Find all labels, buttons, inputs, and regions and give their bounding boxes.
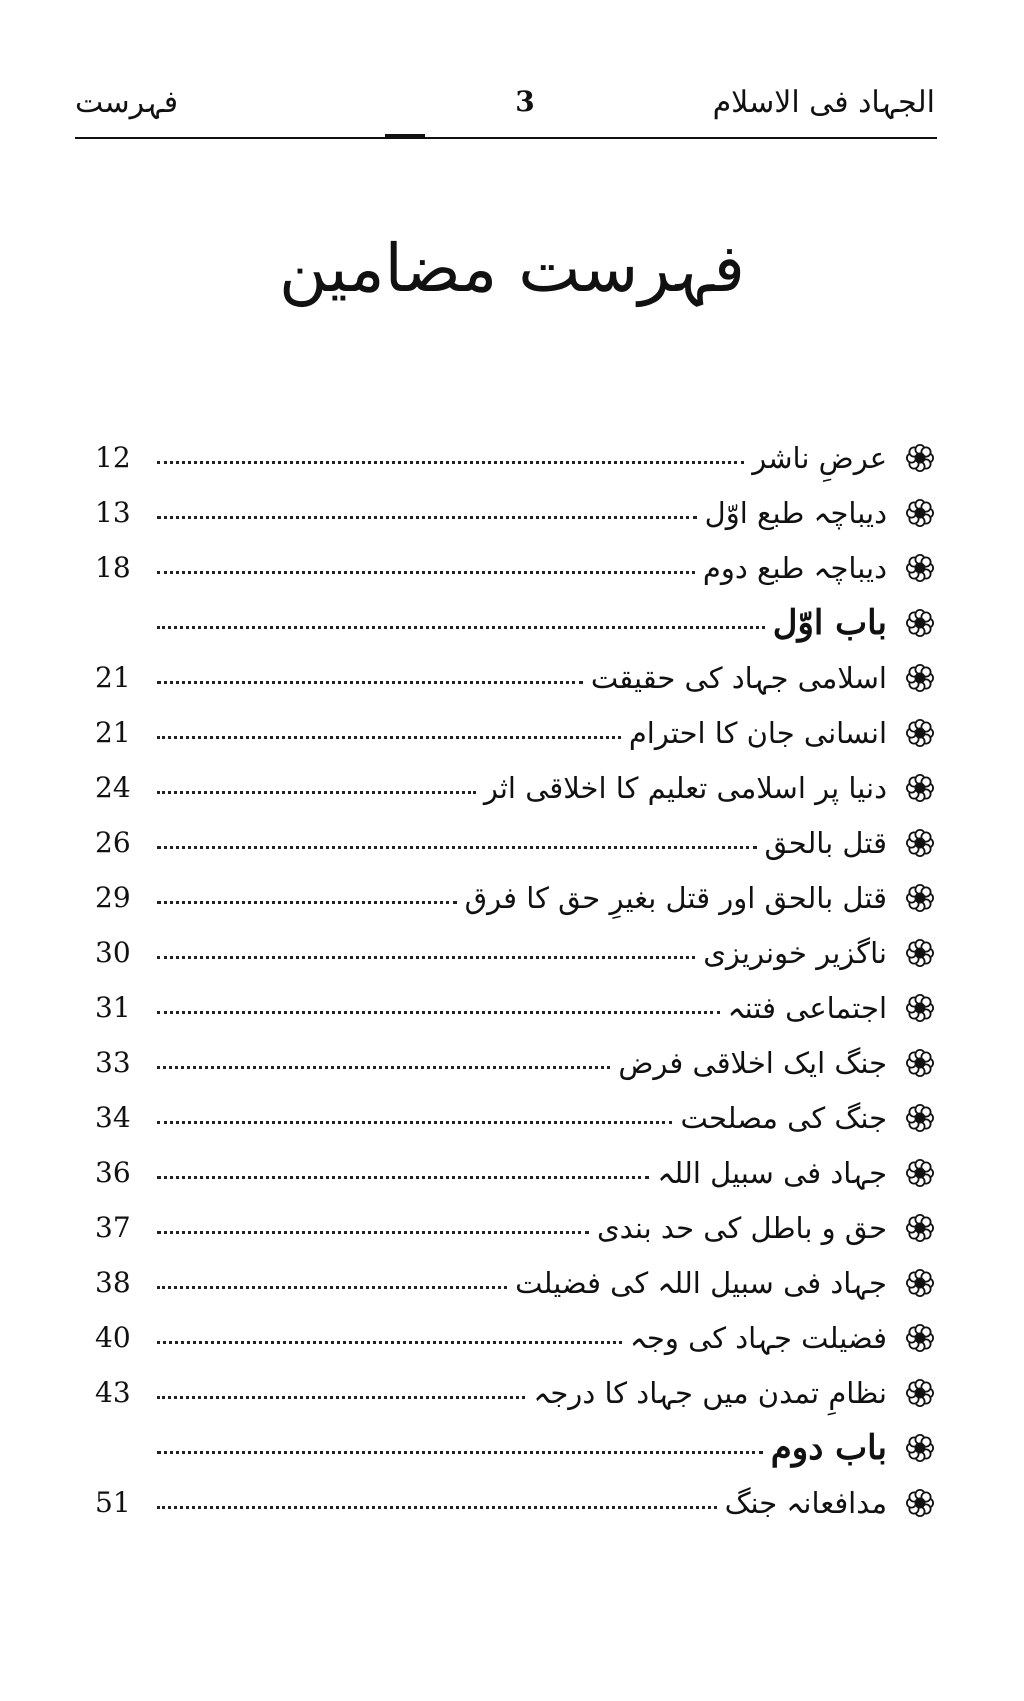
flower-bullet-icon [905, 718, 935, 748]
toc-title: دیباچہ طبع دوم [702, 550, 887, 585]
toc-entry-row [95, 1145, 935, 1200]
flower-bullet-icon [905, 608, 935, 638]
flower-bullet-icon [905, 938, 935, 968]
toc-page-number: 29 [95, 881, 131, 914]
toc-page-number: 31 [95, 991, 131, 1024]
toc-page-number: 12 [95, 441, 131, 474]
toc-dot-leader [157, 681, 583, 684]
flower-bullet-icon [905, 1103, 935, 1133]
toc-dot-leader [157, 1176, 649, 1179]
toc-dot-leader [157, 516, 697, 519]
flower-bullet-icon [905, 1268, 935, 1298]
toc-dot-leader [157, 1066, 610, 1069]
toc-page-number: 21 [95, 661, 131, 694]
toc-title: دنیا پر اسلامی تعلیم کا اخلاقی اثر [483, 770, 887, 805]
toc-title: جہاد فی سبیل اللہ [657, 1155, 887, 1190]
flower-bullet-icon [905, 828, 935, 858]
toc-entry-row [95, 705, 935, 760]
toc-dot-leader [157, 571, 695, 574]
toc-dot-leader [157, 1506, 717, 1509]
toc-page-number: 24 [95, 771, 131, 804]
toc-entry-row [95, 1090, 935, 1145]
toc-entry-row [95, 815, 935, 870]
toc-title: جنگ ایک اخلاقی فرض [618, 1045, 887, 1080]
toc-title: باب دوم [770, 1427, 887, 1468]
toc-page-number: 13 [95, 496, 131, 529]
toc-page-number: 43 [95, 1376, 131, 1409]
header-rule [75, 137, 937, 139]
toc-entry-row [95, 1310, 935, 1365]
toc-entry-row [95, 1365, 935, 1420]
toc-page-number: 18 [95, 551, 131, 584]
toc-chapter-row [95, 1420, 935, 1475]
toc-entry-row [95, 1035, 935, 1090]
toc-entry-row [95, 925, 935, 980]
toc-dot-leader [157, 956, 695, 959]
toc-entry-row [95, 1475, 935, 1530]
toc-entry-row [95, 540, 935, 595]
toc-page-number: 21 [95, 716, 131, 749]
toc-title: حق و باطل کی حد بندی [596, 1210, 887, 1245]
toc-entry-row [95, 1255, 935, 1310]
toc-page-number: 36 [95, 1156, 131, 1189]
flower-bullet-icon [905, 1323, 935, 1353]
flower-bullet-icon [905, 1048, 935, 1078]
toc-entry-row [95, 870, 935, 925]
flower-bullet-icon [905, 553, 935, 583]
toc-entry-row [95, 485, 935, 540]
running-header [75, 85, 935, 135]
toc-page-number: 38 [95, 1266, 131, 1299]
header-rule-accent [385, 134, 425, 138]
toc-dot-leader [157, 1011, 720, 1014]
flower-bullet-icon [905, 1378, 935, 1408]
toc-entry-row [95, 760, 935, 815]
header-page-number: 3 [515, 85, 535, 118]
flower-bullet-icon [905, 498, 935, 528]
toc-dot-leader [157, 461, 744, 464]
toc-title: قتل بالحق [764, 825, 887, 860]
toc-dot-leader [157, 1341, 622, 1344]
toc-title: جہاد فی سبیل اللہ کی فضیلت [515, 1265, 887, 1300]
toc-title: ناگزیر خونریزی [703, 935, 887, 970]
toc-dot-leader [157, 1286, 507, 1289]
flower-bullet-icon [905, 1488, 935, 1518]
flower-bullet-icon [905, 443, 935, 473]
toc-page-number: 33 [95, 1046, 131, 1079]
table-of-contents [95, 430, 935, 1530]
toc-dot-leader [157, 736, 621, 739]
toc-dot-leader [157, 1231, 589, 1234]
flower-bullet-icon [905, 993, 935, 1023]
toc-title: مدافعانہ جنگ [724, 1485, 887, 1520]
flower-bullet-icon [905, 773, 935, 803]
toc-dot-leader [157, 1121, 672, 1124]
toc-page-number: 34 [95, 1101, 131, 1134]
flower-bullet-icon [905, 663, 935, 693]
toc-entry-row [95, 980, 935, 1035]
toc-dot-leader [157, 626, 765, 629]
toc-title: اجتماعی فتنہ [727, 990, 887, 1025]
toc-entry-row [95, 1200, 935, 1255]
flower-bullet-icon [905, 1158, 935, 1188]
toc-dot-leader [157, 846, 757, 849]
toc-entry-row [95, 650, 935, 705]
toc-dot-leader [157, 901, 457, 904]
header-book-title: الجہاد فی الاسلام [712, 85, 935, 120]
toc-page-number: 40 [95, 1321, 131, 1354]
header-section-name: فہرست [75, 85, 179, 120]
toc-title: باب اوّل [772, 602, 887, 643]
toc-title: جنگ کی مصلحت [680, 1100, 887, 1135]
toc-page-number: 51 [95, 1486, 131, 1519]
toc-title: عرضِ ناشر [752, 440, 887, 475]
toc-chapter-row [95, 595, 935, 650]
toc-page-number: 30 [95, 936, 131, 969]
toc-dot-leader [157, 791, 476, 794]
toc-title: قتل بالحق اور قتل بغیرِ حق کا فرق [464, 880, 887, 915]
toc-title: انسانی جان کا احترام [628, 715, 887, 750]
toc-dot-leader [157, 1451, 763, 1454]
page-title: فہرست مضامین [279, 230, 745, 307]
toc-page-number: 37 [95, 1211, 131, 1244]
flower-bullet-icon [905, 883, 935, 913]
toc-title: دیباچہ طبع اوّل [704, 495, 887, 530]
toc-dot-leader [157, 1396, 525, 1399]
toc-title: نظامِ تمدن میں جہاد کا درجہ [533, 1375, 887, 1410]
toc-title: اسلامی جہاد کی حقیقت [590, 660, 887, 695]
toc-title: فضیلت جہاد کی وجہ [629, 1320, 887, 1355]
flower-bullet-icon [905, 1433, 935, 1463]
flower-bullet-icon [905, 1213, 935, 1243]
toc-entry-row [95, 430, 935, 485]
toc-page-number: 26 [95, 826, 131, 859]
